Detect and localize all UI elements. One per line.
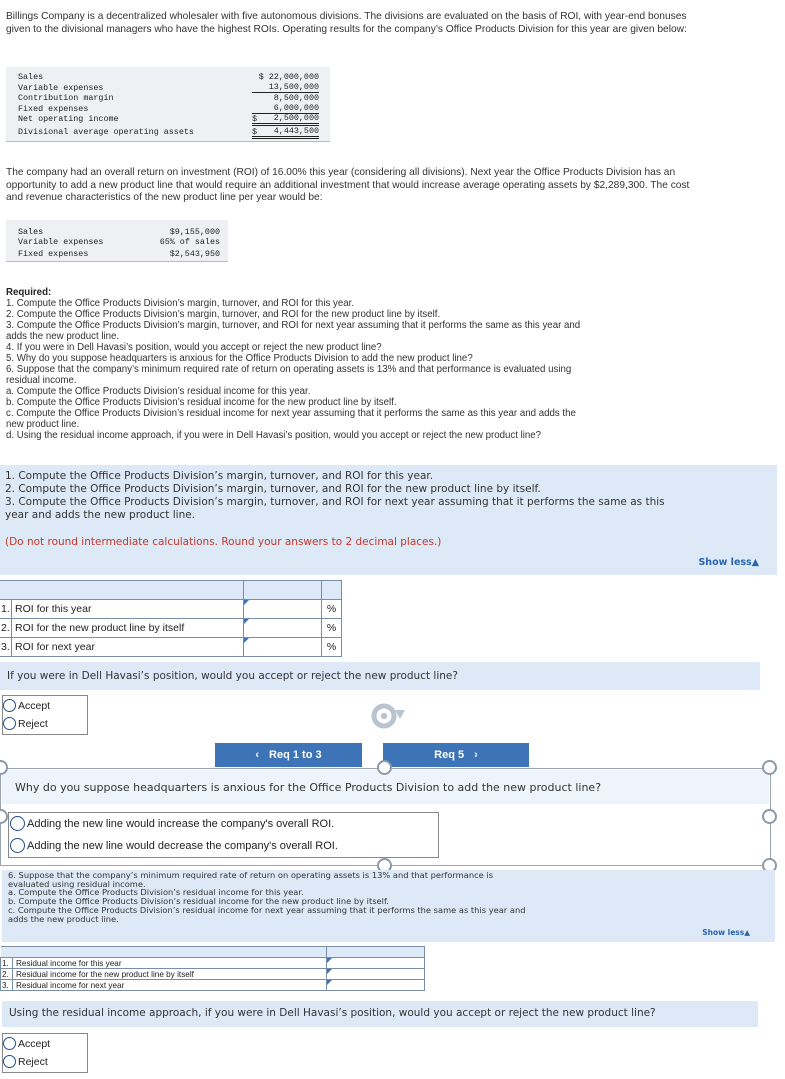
req13-instructions <box>5 470 775 522</box>
q6-line: adds the new product line. <box>8 913 119 924</box>
newline-row-label: Fixed expenses <box>18 249 89 259</box>
row-label: ROI for next year <box>12 638 244 657</box>
q6-panel <box>2 870 775 942</box>
required-section <box>6 287 706 441</box>
percent-unit: % <box>322 600 342 619</box>
required-line: 1. Compute the Office Products Division’s margin, turnover, and ROI for this year. <box>6 298 355 309</box>
radio-button[interactable] <box>3 699 16 712</box>
option-label: Adding the new line would increase the company's overall ROI. <box>27 817 335 830</box>
q4-panel <box>0 662 760 690</box>
reject-option[interactable] <box>3 717 48 730</box>
newline-row-label: Sales <box>18 227 44 237</box>
row-number: 1. <box>0 600 12 619</box>
required-line: a. Compute the Office Products Division’s residual income for this year. <box>6 386 311 397</box>
required-line: adds the new product line. <box>6 331 120 342</box>
resize-handle[interactable] <box>377 760 392 775</box>
row-number: 3. <box>0 638 12 657</box>
q4-question: If you were in Dell Havasi’s position, would you accept or reject the new product line? <box>7 670 458 682</box>
req13-panel <box>0 465 777 575</box>
decrease-roi-option[interactable] <box>10 838 338 853</box>
row-number: 3. <box>1 980 13 991</box>
q5-question: Why do you suppose headquarters is anxious for the Office Products Division to add the new product line? <box>15 781 602 794</box>
req13-line: year and adds the new product line. <box>5 509 196 521</box>
results-value: $ 22,000,000 <box>258 72 319 82</box>
roi-this-year-input[interactable] <box>244 600 322 619</box>
prev-label: Req 1 to 3 <box>269 749 322 761</box>
results-value: 6,000,000 <box>252 103 319 114</box>
rounding-note: (Do not round intermediate calculations. Round your answers to 2 decimal places.) <box>5 536 442 548</box>
q5-panel <box>2 770 769 804</box>
radio-button[interactable] <box>10 816 25 831</box>
prev-req-button[interactable] <box>215 743 362 767</box>
required-heading: Required: <box>6 287 52 298</box>
option-label: Reject <box>18 717 48 730</box>
req13-line: 2. Compute the Office Products Division’s margin, turnover, and ROI for the new product line by itself. <box>5 483 541 495</box>
results-row-label: Contribution margin <box>18 93 114 103</box>
q6-line: c. Compute the Office Products Division’s residual income for next year assuming that it performs the same as this year and <box>8 904 526 915</box>
q6-line: a. Compute the Office Products Division’s residual income for this year. <box>8 887 304 898</box>
row-label: Residual income for the new product line by itself <box>13 969 327 980</box>
required-line: residual income. <box>6 375 77 386</box>
radio-button[interactable] <box>3 1055 16 1068</box>
newline-value: 65% of sales <box>159 237 220 247</box>
newline-value: $2,543,950 <box>169 249 220 259</box>
results-value: 13,500,000 <box>252 82 319 93</box>
table-row <box>0 600 342 619</box>
req13-line: 3. Compute the Office Products Division’s margin, turnover, and ROI for next year assuming that it performs the same as this <box>5 496 665 508</box>
results-value: 4,443,500 <box>252 126 319 139</box>
operating-results-table <box>6 67 330 142</box>
resize-handle[interactable] <box>762 760 777 775</box>
q5-options <box>8 812 439 858</box>
table-row <box>1 958 425 969</box>
row-number: 2. <box>1 969 13 980</box>
q6-line: b. Compute the Office Products Division’s residual income for the new product line by itself. <box>8 896 389 907</box>
reject-option[interactable] <box>3 1055 48 1068</box>
row-number: 1. <box>1 958 13 969</box>
radio-button[interactable] <box>3 1037 16 1050</box>
resize-handle[interactable] <box>762 809 777 824</box>
table-row <box>0 638 342 657</box>
row-number: 2. <box>0 619 12 638</box>
radio-button[interactable] <box>3 717 16 730</box>
intro-paragraph: Billings Company is a decentralized wholesaler with five autonomous divisions. The divisions are evaluated on the basis of ROI, with year-end bonuses given to the divisional managers who have the highest ROIs. Operating results for the company’s Office Products Division for this year are given below: <box>6 11 687 35</box>
ri-this-year-input[interactable] <box>327 958 425 969</box>
table-row <box>1 969 425 980</box>
row-label: Residual income for next year <box>13 980 327 991</box>
q6-instructions <box>8 871 773 923</box>
table-row <box>1 980 425 991</box>
table-header-row <box>0 581 342 600</box>
roi-answer-table <box>0 580 342 657</box>
results-value: 8,500,000 <box>273 93 319 103</box>
newline-row-label: Variable expenses <box>18 237 104 247</box>
q6-line: evaluated using residual income. <box>8 878 146 889</box>
option-label: Adding the new line would decrease the company's overall ROI. <box>27 839 338 852</box>
ri-next-year-input[interactable] <box>327 980 425 991</box>
increase-roi-option[interactable] <box>10 816 334 831</box>
results-row-label: Variable expenses <box>18 83 104 93</box>
percent-unit: % <box>322 619 342 638</box>
new-product-table <box>6 220 228 262</box>
required-line: 4. If you were in Dell Havasi’s position, would you accept or reject the new product line? <box>6 342 382 353</box>
table-header-row <box>1 947 425 958</box>
results-dollar: $ <box>252 127 258 137</box>
results-row-label: Divisional average operating assets <box>18 127 194 137</box>
results-row-label: Fixed expenses <box>18 104 89 114</box>
q6d-panel <box>2 1001 758 1027</box>
results-value: 2,500,000 <box>252 113 319 126</box>
roi-new-line-input[interactable] <box>244 619 322 638</box>
q4-options <box>2 695 88 735</box>
required-line: 6. Suppose that the company’s minimum required rate of return on operating assets is 13% and that performance is evaluated using <box>6 364 572 375</box>
required-line: d. Using the residual income approach, if you were in Dell Havasi’s position, would you accept or reject the new product line? <box>6 430 542 441</box>
radio-button[interactable] <box>10 838 25 853</box>
q6d-question: Using the residual income approach, if you were in Dell Havasi’s position, would you accept or reject the new product line? <box>9 1007 656 1019</box>
row-label: Residual income for this year <box>13 958 327 969</box>
results-row-label: Net operating income <box>18 114 119 124</box>
required-line: b. Compute the Office Products Division’s residual income for the new product line by itself. <box>6 397 397 408</box>
option-label: Accept <box>18 1037 51 1050</box>
chevron-right-icon: › <box>474 749 478 761</box>
next-req-button[interactable] <box>383 743 529 767</box>
ri-new-line-input[interactable] <box>327 969 425 980</box>
roi-paragraph: The company had an overall return on investment (ROI) of 16.00% this year (considering all divisions). Next year the Office Products Division has an opportunity to add a new product line that would require an additional investment that would increase average operating assets by $2,289,300. The cost and revenue characteristics of the new product line per year would be: <box>6 167 690 203</box>
results-row-label: Sales <box>18 72 44 82</box>
required-line: 3. Compute the Office Products Division’s margin, turnover, and ROI for next year assuming that it performs the same as this year and <box>6 320 581 331</box>
results-dollar: $ <box>252 114 258 124</box>
chevron-left-icon: ‹ <box>255 749 260 761</box>
rotate-icon[interactable] <box>368 700 408 730</box>
q6-line: 6. Suppose that the company’s minimum required rate of return on operating assets is 13% and that performance is <box>8 870 494 880</box>
show-less-link[interactable]: Show less▲ <box>698 557 759 568</box>
required-line: 5. Why do you suppose headquarters is anxious for the Office Products Division to add the new product line? <box>6 353 473 364</box>
req13-line: 1. Compute the Office Products Division’s margin, turnover, and ROI for this year. <box>5 470 434 482</box>
q6d-options <box>2 1033 88 1073</box>
required-line: new product line. <box>6 419 80 430</box>
show-less-link[interactable]: Show less▲ <box>702 928 750 937</box>
table-row <box>0 619 342 638</box>
residual-income-table <box>0 946 425 991</box>
accept-option[interactable] <box>3 1037 50 1050</box>
required-line: 2. Compute the Office Products Division’s margin, turnover, and ROI for the new product line by itself. <box>6 309 441 320</box>
row-label: ROI for the new product line by itself <box>12 619 244 638</box>
option-label: Accept <box>18 699 51 712</box>
accept-option[interactable] <box>3 699 50 712</box>
roi-next-year-input[interactable] <box>244 638 322 657</box>
percent-unit: % <box>322 638 342 657</box>
option-label: Reject <box>18 1055 48 1068</box>
next-label: Req 5 <box>434 749 465 761</box>
required-line: c. Compute the Office Products Division’s residual income for next year assuming that it performs the same as this year and adds the <box>6 408 576 419</box>
newline-value: $9,155,000 <box>169 227 220 237</box>
row-label: ROI for this year <box>12 600 244 619</box>
